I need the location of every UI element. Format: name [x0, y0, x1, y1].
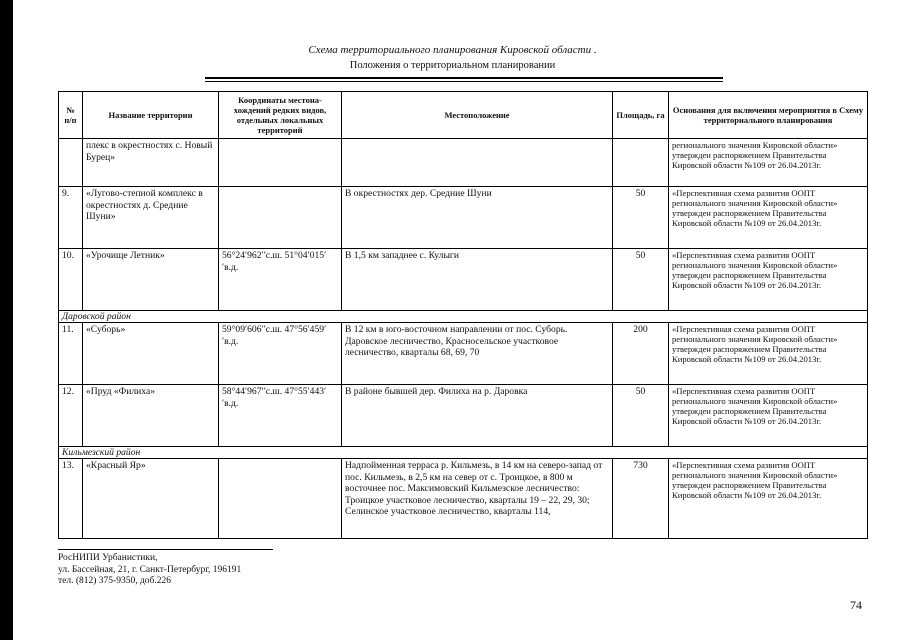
- col-header-num: № п/п: [59, 92, 83, 139]
- table-row: [59, 323, 868, 385]
- cell-basis: «Перспективная схема развития ООПТ регионального значения Кировской области» утвержден распоряжением Правительства Кировской области №109 от 26.04.2013г.: [669, 187, 868, 249]
- section-label: Даровской район: [59, 311, 868, 323]
- cell-basis: «Перспективная схема развития ООПТ регионального значения Кировской области» утвержден распоряжением Правительства Кировской области №109 от 26.04.2013г.: [669, 323, 868, 385]
- cell-area: 50: [613, 249, 669, 311]
- cell-area: [613, 139, 669, 187]
- section-row-darovskoy: [59, 311, 868, 323]
- col-header-coords: Координаты местона-хождений редких видов, отдельных локальных территорий: [219, 92, 342, 139]
- cell-basis: «Перспективная схема развития ООПТ регионального значения Кировской области» утвержден распоряжением Правительства Кировской области №109 от 26.04.2013г.: [669, 249, 868, 311]
- col-header-basis: Основания для включения мероприятия в Схему территориального планирования: [669, 92, 868, 139]
- cell-name: «Суборь»: [83, 323, 219, 385]
- cell-location: Надпойменная терраса р. Кильмезь, в 14 км на северо-запад от пос. Кильмезь, в 2,5 км на север от с. Троицкое, в 800 м восточнее пос. Максимовский Кильмезское лесничество: Троицкое участковое лесничество, кварталы 19 – 22, 29, 30; Селинское участковое лесничество, кварталы 114,: [342, 459, 613, 539]
- cell-location: В 12 км в юго-восточном направлении от пос. Суборь. Даровское лесничество, Красносельское участковое лесничество, кварталы 68, 69, 70: [342, 323, 613, 385]
- section-label: Кильмезский район: [59, 447, 868, 459]
- table-row: [59, 385, 868, 447]
- cell-name: «Урочище Летник»: [83, 249, 219, 311]
- cell-num: 9.: [59, 187, 83, 249]
- scan-edge-bar: [0, 0, 13, 640]
- page-number: 74: [850, 598, 862, 612]
- col-header-location: Местоположение: [342, 92, 613, 139]
- table-row: [59, 187, 868, 249]
- cell-area: 730: [613, 459, 669, 539]
- header-rule-thin: [205, 81, 723, 82]
- cell-name: «Красный Яр»: [83, 459, 219, 539]
- cell-name: «Лугово-степной комплекс в окрестностях д. Средние Шуни»: [83, 187, 219, 249]
- table-row: [59, 459, 868, 539]
- cell-area: 200: [613, 323, 669, 385]
- cell-area: 50: [613, 385, 669, 447]
- cell-basis: «Перспективная схема развития ООПТ регионального значения Кировской области» утвержден распоряжением Правительства Кировской области №109 от 26.04.2013г.: [669, 385, 868, 447]
- cell-location: В 1,5 км западнее с. Кулыги: [342, 249, 613, 311]
- table-header-row: [59, 92, 868, 139]
- cell-num: 13.: [59, 459, 83, 539]
- cell-location: В районе бывшей дер. Филиха на р. Даровка: [342, 385, 613, 447]
- cell-num: 10.: [59, 249, 83, 311]
- header-rule-thick: [205, 77, 723, 79]
- col-header-name: Название территории: [83, 92, 219, 139]
- cell-num: [59, 139, 83, 187]
- cell-area: 50: [613, 187, 669, 249]
- cell-coords: 58°44′967′′с.ш. 47°55′443′′в.д.: [219, 385, 342, 447]
- cell-basis: «Перспективная схема развития ООПТ регионального значения Кировской области» утвержден распоряжением Правительства Кировской области №109 от 26.04.2013г.: [669, 459, 868, 539]
- cell-name: плекс в окрестностях с. Новый Бурец»: [83, 139, 219, 187]
- section-row-kilmezsky: [59, 447, 868, 459]
- cell-name: «Пруд «Филиха»: [83, 385, 219, 447]
- col-header-area: Площадь, га: [613, 92, 669, 139]
- cell-location: [342, 139, 613, 187]
- footer-org: РосНИПИ Урбанистики,: [58, 553, 158, 563]
- footer-phone: тел. (812) 375-9350, доб.226: [58, 576, 172, 586]
- footer-address: ул. Бассейная, 21, г. Санкт-Петербург, 196191: [58, 564, 242, 575]
- territory-table: [58, 91, 868, 539]
- footer-rule: [58, 549, 273, 550]
- table-row: [59, 249, 868, 311]
- footer: [58, 553, 241, 588]
- cell-num: 12.: [59, 385, 83, 447]
- document-title: Схема территориального планирования Кировской области .: [308, 44, 597, 56]
- cell-coords: [219, 459, 342, 539]
- cell-coords: 59°09′606′′с.ш. 47°56′459′′в.д.: [219, 323, 342, 385]
- cell-location: В окрестностях дер. Средние Шуни: [342, 187, 613, 249]
- cell-basis: регионального значения Кировской области» утвержден распоряжением Правительства Кировской области №109 от 26.04.2013г.: [669, 139, 868, 187]
- cell-coords: [219, 187, 342, 249]
- table-row: [59, 139, 868, 187]
- cell-coords: [219, 139, 342, 187]
- cell-coords: 56°24′962′′с.ш. 51°04′015′′в.д.: [219, 249, 342, 311]
- document-subtitle: Положения о территориальном планировании: [349, 60, 556, 71]
- cell-num: 11.: [59, 323, 83, 385]
